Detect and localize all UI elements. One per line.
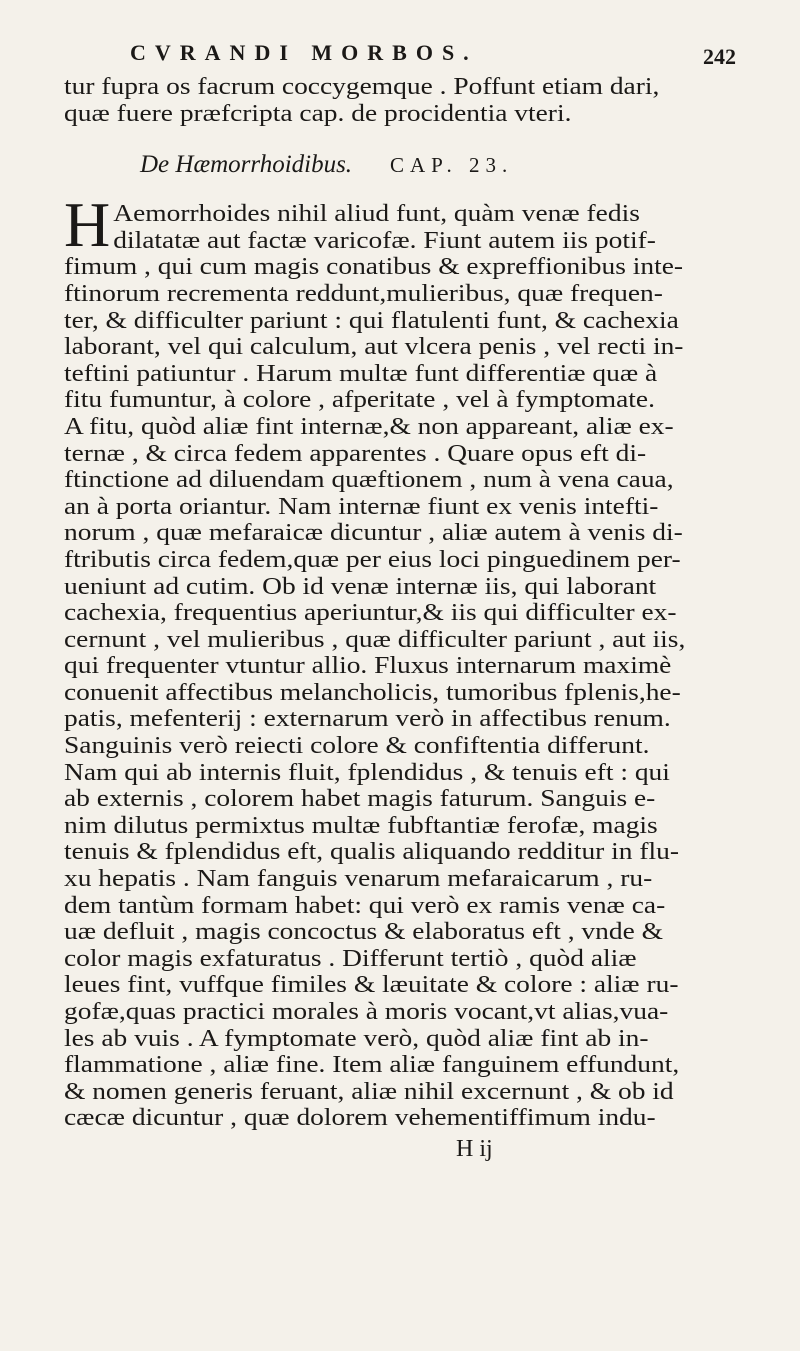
text-line: gofæ,quas practici morales à moris vocant,vt alias,vua-	[64, 998, 669, 1025]
text-line: qui frequenter vtuntur allio. Fluxus internarum maximè	[64, 652, 672, 680]
chapter-body	[64, 189, 760, 1132]
text-line: color magis exfaturatus . Differunt tertiò , quòd aliæ	[64, 944, 637, 972]
text-line: norum , quæ mefaraicæ dicuntur , aliæ autem à venis di-	[64, 519, 683, 547]
text-line: ter, & difficulter pariunt : qui flatulenti funt, & cachexia	[64, 306, 679, 334]
text-line: uæ defluit , magis concoctus & elaboratus eft , vnde &	[64, 918, 663, 946]
text-line: & nomen generis feruant, aliæ nihil excernunt , & ob id	[64, 1077, 674, 1105]
text-line: cernunt , vel mulieribus , quæ difficulter pariunt , aut iis,	[64, 625, 686, 653]
text-line: teftini patiuntur . Harum multæ funt differentiæ quæ à	[64, 359, 658, 387]
text-line: Aemorrhoides nihil aliud funt, quàm venæ fedis	[113, 200, 640, 228]
intro-text	[64, 74, 760, 127]
text-line: Nam qui ab internis fluit, fplendidus , & tenuis eft : qui	[64, 758, 670, 786]
text-line: fimum , qui cum magis conatibus & expreffionibus inte-	[64, 253, 684, 281]
text-line: ternæ , & circa fedem apparentes . Quare opus eft di-	[64, 439, 647, 467]
chapter-number: CAP. 23.	[390, 153, 514, 178]
text-line: flammatione , aliæ fine. Item aliæ fanguinem effundunt,	[64, 1051, 680, 1079]
text-line: ab externis , colorem habet magis faturum. Sanguis e-	[64, 785, 656, 813]
text-line: xu hepatis . Nam fanguis venarum mefaraicarum , ru-	[64, 865, 653, 893]
section-title: De Hæmorrhoidibus.	[140, 151, 353, 179]
text-line: ftributis circa fedem,quæ per eius loci pinguedinem per-	[64, 545, 681, 573]
signature-mark: H ij	[456, 1135, 493, 1162]
text-line: conuenit affectibus melancholicis, tumoribus fplenis,he-	[64, 678, 681, 706]
text-line: cæcæ dicuntur , quæ dolorem vehementiffimum indu-	[64, 1104, 656, 1132]
chapter-text	[64, 201, 760, 1132]
text-line: an à porta oriantur. Nam internæ fiunt ex venis intefti-	[64, 492, 659, 520]
page-number: 242	[703, 44, 736, 69]
text-line: nim dilutus permixtus multæ fubftantiæ ferofæ, magis	[64, 811, 658, 839]
text-line: dilatatæ aut factæ varicofæ. Fiunt autem iis potif-	[113, 226, 656, 254]
text-line: tenuis & fplendidus eft, qualis aliquando redditur in flu-	[64, 838, 680, 866]
running-head	[64, 40, 760, 74]
text-line: ueniunt ad cutim. Ob id venæ internæ iis, qui laborant	[64, 572, 657, 600]
text-line: A fitu, quòd aliæ fint internæ,& non appareant, aliæ ex-	[64, 412, 674, 440]
text-line: les ab vuis . A fymptomate verò, quòd aliæ fint ab in-	[64, 1024, 649, 1052]
text-line: fitu fumuntur, à colore , afperitate , vel à fymptomate.	[64, 386, 655, 414]
text-line: Sanguinis verò reiecti colore & confiftentia differunt.	[64, 732, 650, 760]
text-line: dem tantùm formam habet: qui verò ex ramis venæ ca-	[64, 891, 666, 919]
text-line: patis, mefenterij : externarum verò in affectibus renum.	[64, 705, 671, 733]
running-title: CVRANDI MORBOS.	[130, 40, 478, 65]
section-heading	[64, 141, 760, 193]
text-line: laborant, vel qui calculum, aut vlcera penis , vel recti in-	[64, 333, 684, 361]
text-line: quæ fuere præfcripta cap. de procidentia vteri.	[64, 99, 572, 127]
text-line: ftinorum recrementa reddunt,mulieribus, quæ frequen-	[64, 279, 663, 307]
text-line: tur fupra os facrum coccygemque . Poffunt etiam dari,	[64, 73, 660, 100]
text-line: cachexia, frequentius aperiuntur,& iis qui difficulter ex-	[64, 599, 677, 627]
text-line: ftinctione ad diluendam quæftionem , num à vena caua,	[64, 466, 674, 494]
text-line: leues fint, vuffque fimiles & læuitate & colore : aliæ ru-	[64, 971, 679, 999]
drop-cap: H	[64, 189, 111, 261]
